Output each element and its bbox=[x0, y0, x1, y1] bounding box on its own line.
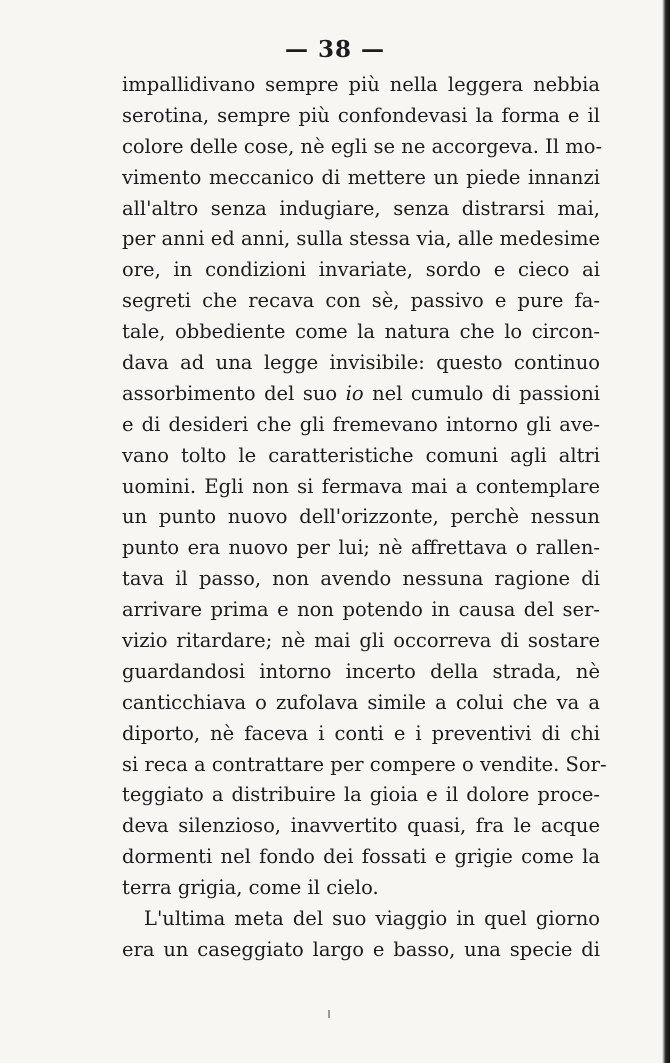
text-line: tale, obbediente come la natura che lo circon- bbox=[122, 320, 600, 344]
text-line: vizio ritardare; nè mai gli occorreva di sostare bbox=[122, 629, 600, 653]
text-line: dormenti nel fondo dei fossati e grigie come la bbox=[122, 845, 600, 869]
text-line: vano tolto le caratteristiche comuni agli altri bbox=[122, 443, 600, 467]
text-line: tava il passo, non avendo nessuna ragione di bbox=[122, 567, 600, 591]
text-line: un punto nuovo dell'orizzonte, perchè nessun bbox=[122, 505, 600, 529]
paragraph-end-line: terra grigia, come il cielo. bbox=[122, 876, 379, 900]
print-speck bbox=[328, 1010, 330, 1018]
text-line: arrivare prima e non potendo in causa del ser- bbox=[122, 598, 600, 622]
text-line: dava ad una legge invisibile: questo continuo bbox=[122, 351, 600, 375]
italic-word: io bbox=[345, 381, 364, 405]
text-line: all'altro senza indugiare, senza distrarsi mai, bbox=[122, 196, 600, 220]
text-line-with-italic bbox=[122, 379, 600, 410]
text-line: diporto, nè faceva i conti e i preventivi di chi bbox=[122, 721, 600, 745]
text-line: segreti che recava con sè, passivo e pure fa- bbox=[122, 289, 600, 313]
text-line: canticchiava o zufolava simile a colui che va a bbox=[122, 690, 600, 714]
page-number: — 38 — bbox=[284, 36, 386, 63]
text-line: era un caseggiato largo e basso, una specie di bbox=[122, 937, 600, 961]
text-line: colore delle cose, nè egli se ne accorgeva. Il mo- bbox=[122, 134, 603, 158]
text-fragment: nel cumulo di passioni bbox=[363, 381, 601, 405]
text-line: teggiato a distribuire la gioia e il dolore proce- bbox=[122, 783, 600, 807]
text-line: ore, in condizioni invariate, sordo e cieco ai bbox=[122, 258, 600, 282]
text-line: punto era nuovo per lui; nè affrettava o rallen- bbox=[122, 536, 600, 560]
page-edge-shadow bbox=[662, 0, 670, 1063]
text-line: guardandosi intorno incerto della strada, nè bbox=[122, 659, 600, 683]
text-fragment: assorbimento del suo bbox=[122, 381, 346, 405]
text-line: si reca a contrattare per compere o vendite. Sor- bbox=[122, 752, 607, 776]
text-line: impallidivano sempre più nella leggera nebbia bbox=[122, 73, 600, 96]
text-line: serotina, sempre più confondevasi la forma e il bbox=[122, 103, 600, 127]
text-line: uomini. Egli non si fermava mai a contemplare bbox=[122, 474, 600, 498]
paragraph-start-line: L'ultima meta del suo viaggio in quel giorno bbox=[144, 907, 600, 931]
body-text bbox=[122, 70, 607, 966]
text-line: deva silenzioso, inavvertito quasi, fra le acque bbox=[122, 814, 600, 838]
text-line: vimento meccanico di mettere un piede innanzi bbox=[122, 165, 600, 189]
text-line: per anni ed anni, sulla stessa via, alle medesime bbox=[122, 227, 600, 251]
text-line: e di desideri che gli fremevano intorno gli ave- bbox=[122, 412, 600, 436]
